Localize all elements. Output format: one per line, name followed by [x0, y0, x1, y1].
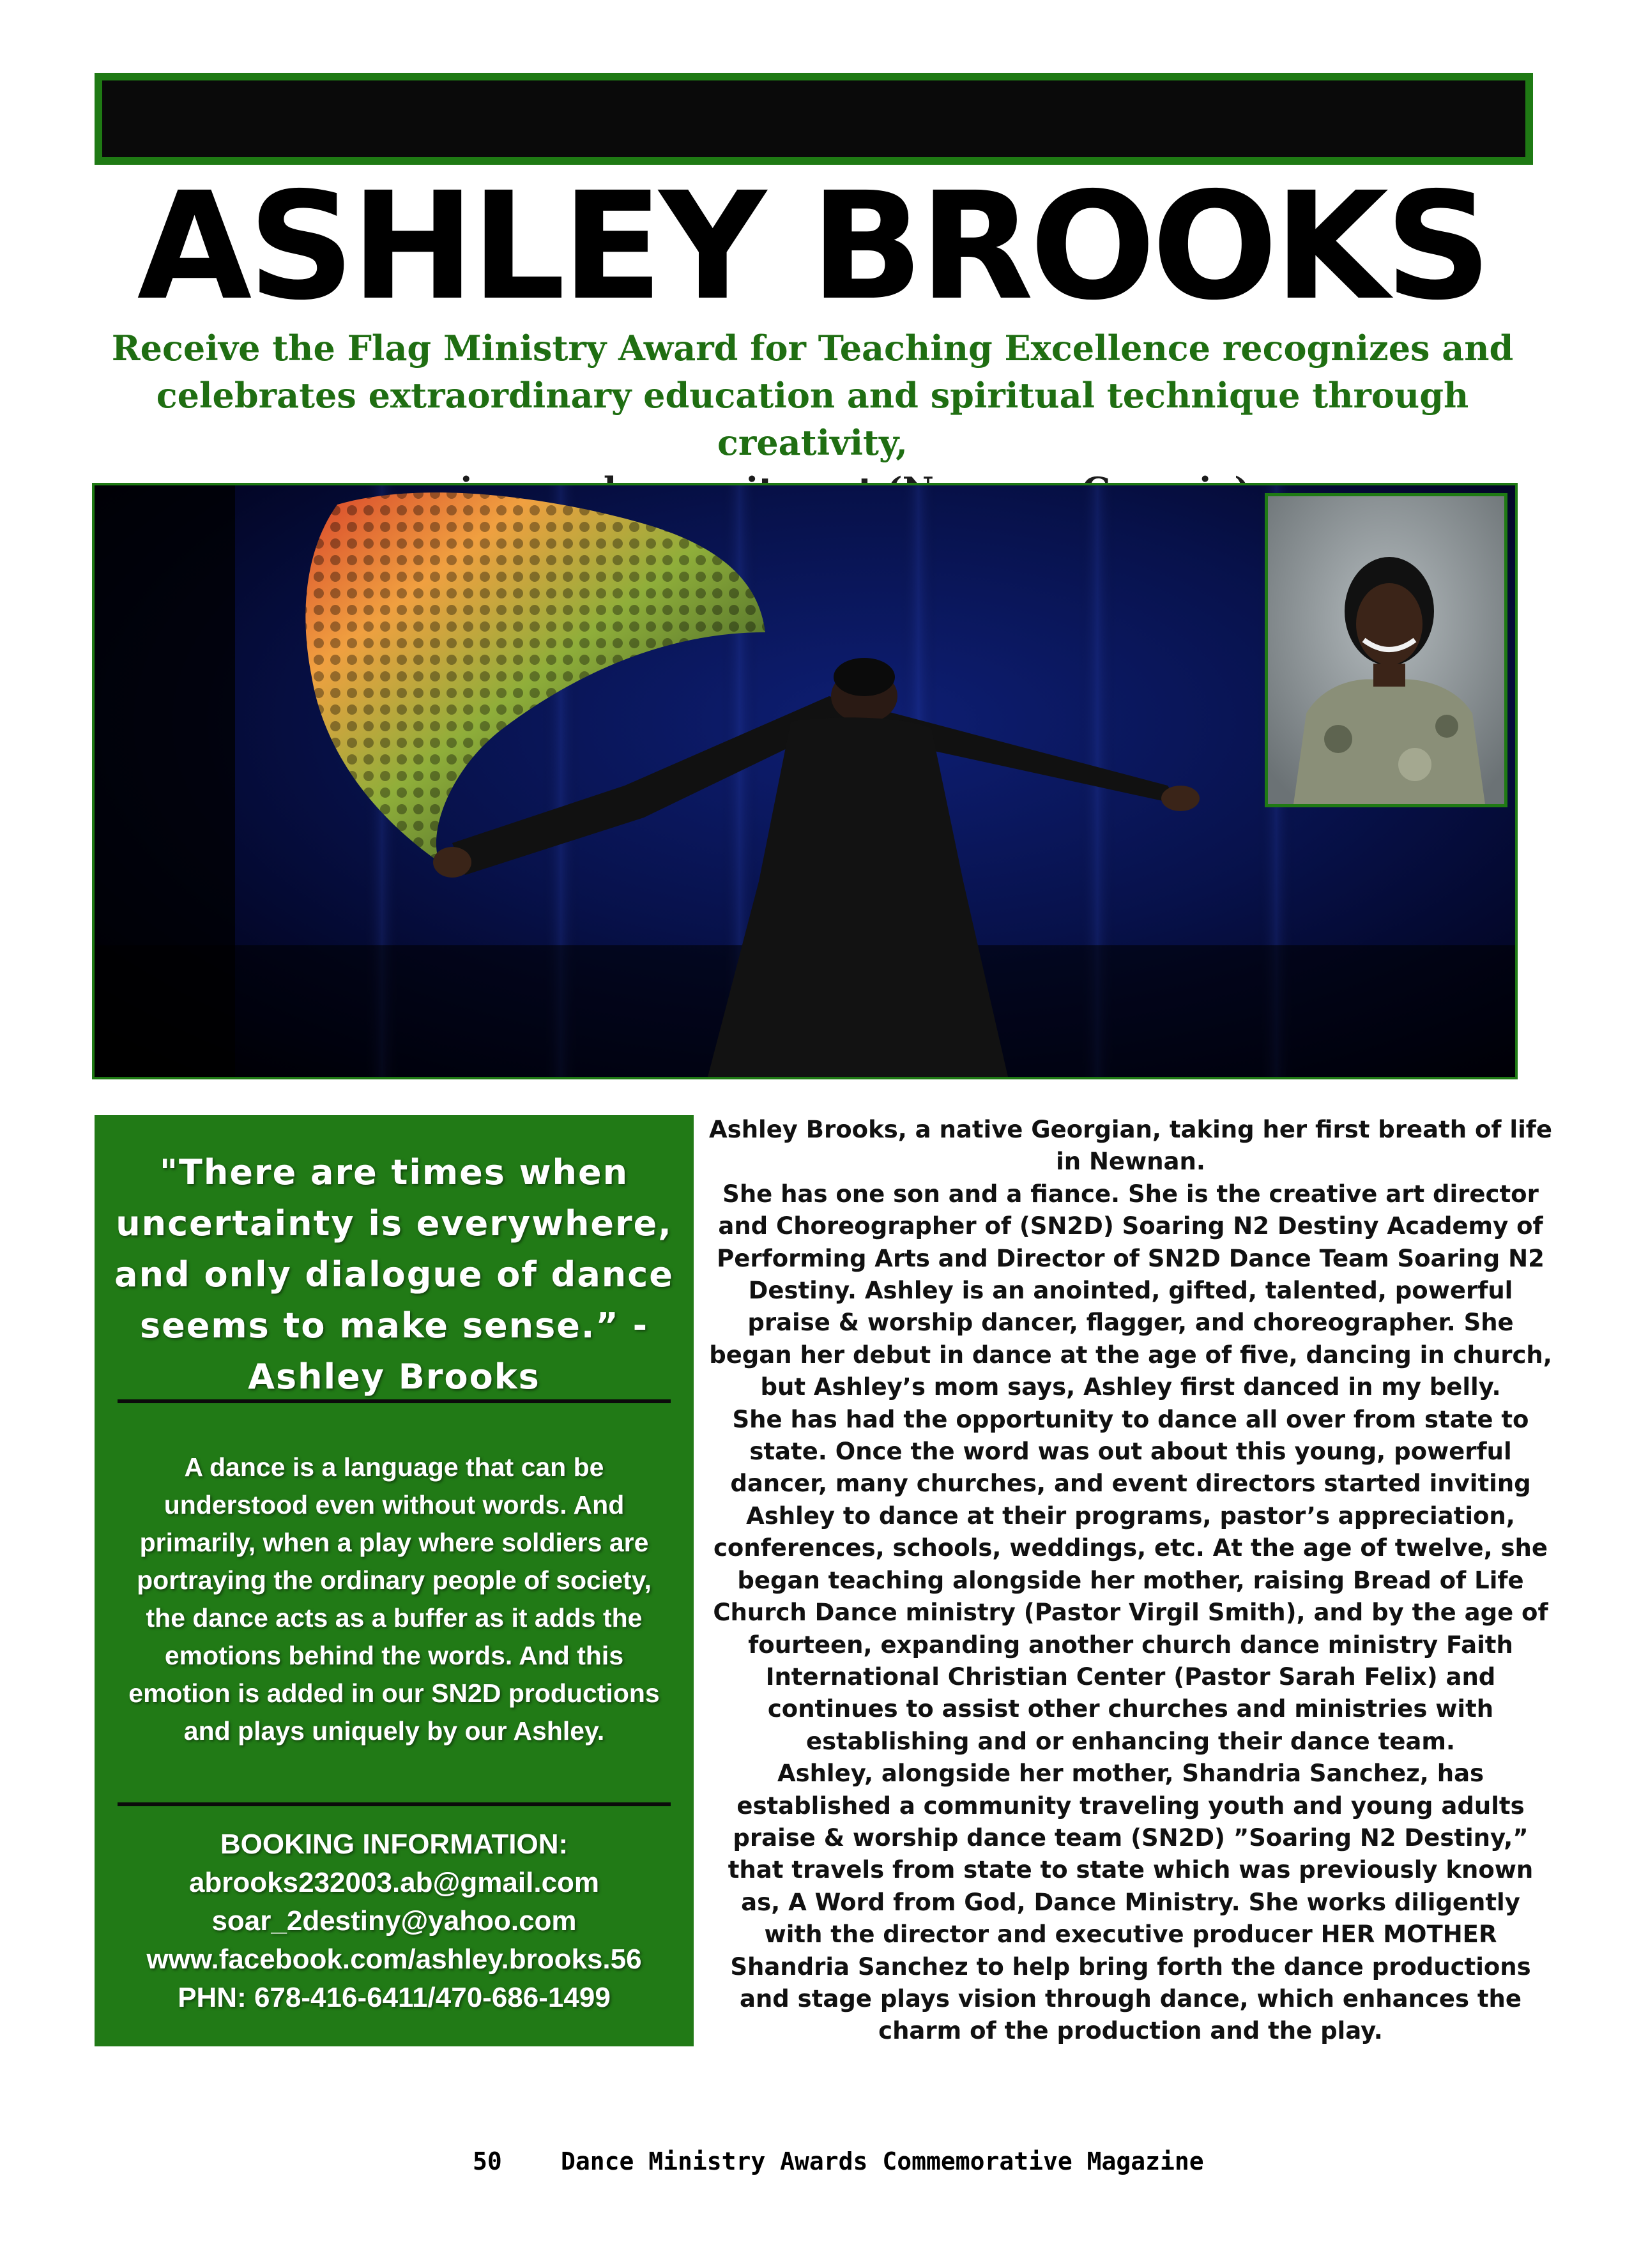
booking-divider [118, 1802, 671, 1806]
booking-heading: BOOKING INFORMATION: [220, 1829, 568, 1860]
booking-email-1: abrooks232003.ab@gmail.com [188, 1867, 600, 1898]
quote-divider [118, 1399, 671, 1403]
booking-facebook: www.facebook.com/ashley.brooks.56 [146, 1944, 642, 1975]
award-line-2: celebrates extraordinary education and spiritual technique through creativity, [156, 375, 1469, 463]
booking-email-2: soar_2destiny@yahoo.com [211, 1905, 577, 1937]
magazine-title: Dance Ministry Awards Commemorative Magazine [561, 2147, 1204, 2175]
page-title: ASHLEY BROOKS [137, 160, 1488, 333]
featured-quote: "There are times when uncertainty is everywhere, and only dialogue of dance seems to make sense.” -Ashley Brooks [114, 1152, 674, 1397]
dance-description: A dance is a language that can be understood even without words. And primarily, when a play where soldiers are portraying the ordinary people of society, the dance acts as a buffer as it adds the emotions behind the words. And this emotion is added in our SN2D productions and plays uniquely by our Ashley. [128, 1452, 660, 1746]
award-line-1: Receive the Flag Ministry Award for Teaching Excellence recognizes and [111, 328, 1514, 369]
quote-box [95, 1115, 694, 2046]
booking-info [101, 1825, 687, 2017]
page-footer [0, 2147, 1625, 2186]
booking-phone: PHN: 678-416-6411/470-686-1499 [178, 1982, 611, 2013]
page-number: 50 [473, 2147, 502, 2175]
biography-body: Ashley Brooks, a native Georgian, taking her first breath of life in Newnan. She has one son and a fiance. She is the creative art director and Choreographer of (SN2D) Soaring N2 Destiny Academy of Performing Arts and Director of SN2D Dance Team Soaring N2 Destiny. Ashley is an anointed, gifted, talented, powerful praise & worship dancer, flagger, and choreographer. She began her debut in dance at the age of five, dancing in church, but Ashley’s mom says, Ashley first danced in my belly. She has had the opportunity to dance all over from state to state. Once the word was out about this young, powerful dancer, many churches, and event directors started inviting Ashley to dance at their programs, pastor’s appreciation, conferences, schools, weddings, etc. At the age of twelve, she began teaching alongside her mother, raising Bread of Life Church Dance ministry (Pastor Virgil Smith), and by the age of fourteen, expanding another church dance ministry Faith International Christian Center (Pastor Sarah Felix) and continues to assist other churches and ministries with establishing and or enhancing their dance team. Ashley, alongside her mother, Shandria Sanchez, has established a community traveling youth and young adults praise & worship dance team (SN2D) ”Soaring N2 Destiny,” that travels from state to state which was previously known as, A Word from God, Dance Ministry. She works diligently with the director and executive producer HER MOTHER Shandria Sanchez to help bring forth the dance productions and stage plays vision through dance, which enhances the charm of the production and the play. [709, 1116, 1552, 2045]
biography-text [709, 1114, 1552, 2048]
portrait-photo [1265, 493, 1507, 807]
